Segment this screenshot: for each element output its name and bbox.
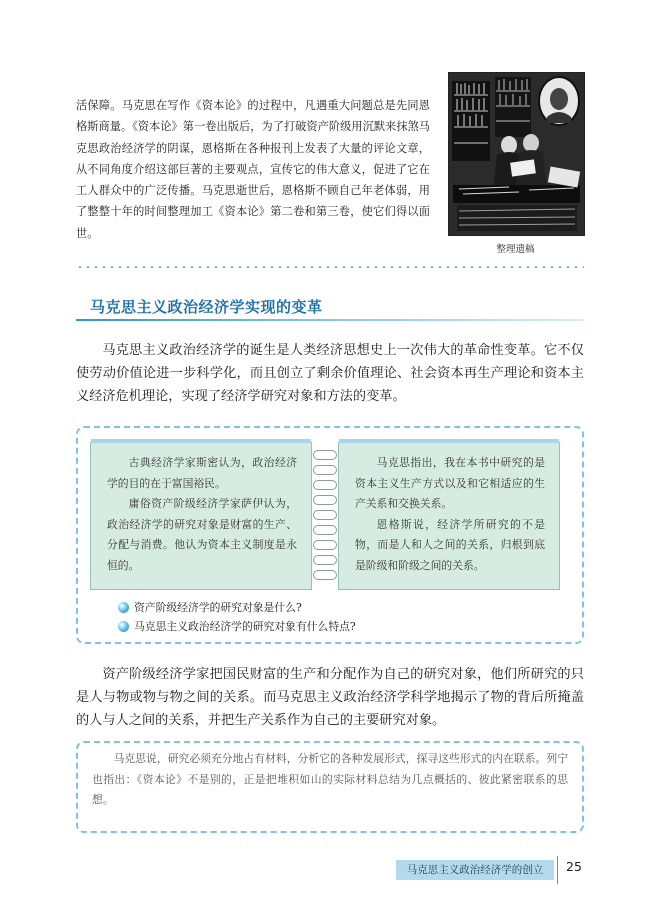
notebook-binding-rings [311, 450, 341, 586]
right-card-paragraph: 恩格斯说，经济学所研究的不是物，而是人和人之间的关系，归根到底是阶级和阶级之间的关系。 [355, 517, 545, 572]
binding-ring [313, 555, 337, 565]
binding-ring [313, 525, 337, 535]
right-card-paragraph: 马克思指出，我在本书中研究的是资本主义生产方式以及和它相适应的生产关系和交换关系。 [355, 456, 545, 510]
binding-ring [313, 450, 337, 460]
left-card-paragraph: 庸俗资产阶级经济学家萨伊认为，政治经济学的研究对象是财富的生产、分配与消费。他认为资本主义制度是永恒的。 [107, 497, 297, 572]
quote-text: 马克思说，研究必须充分地占有材料，分析它的各种发展形式，探寻这些形式的内在联系。列宁也指出：《资本论》不是别的，正是把堆积如山的实际材料总结为几点概括的、彼此紧密联系的思想。 [92, 752, 568, 806]
question-item [118, 598, 558, 617]
footer-chapter-title: 马克思主义政治经济学的创立 [406, 864, 544, 876]
binding-ring [313, 480, 337, 490]
top-paragraph: 活保障。马克思在写作《资本论》的过程中，凡遇重大问题总是先同恩格斯商量。《资本论》第一卷出版后，为了打破资产阶级用沉默来抹煞马克思政治经济学的阴谋，恩格斯在各种报刊上发表了大量的评论文章，从不同角度介绍这部巨著的主要观点，宣传它的伟大意义，促进了它在工人群众中的广泛传播。马克思逝世后，恩格斯不顾自己年老体弱，用了整整十年的时间整理加工《资本论》第二卷和第三卷，使它们得以面世。 [76, 99, 430, 240]
page-number: 25 [566, 859, 582, 874]
bullet-icon [118, 602, 129, 613]
question-text: 马克思主义政治经济学的研究对象有什么特点? [134, 620, 356, 633]
binding-ring [313, 540, 337, 550]
bullet-icon [118, 621, 129, 632]
binding-ring [313, 510, 337, 520]
question-list [118, 598, 558, 636]
binding-ring [313, 570, 337, 580]
binding-ring [313, 495, 337, 505]
woodcut-illustration [448, 72, 585, 236]
question-text: 资产阶级经济学的研究对象是什么? [134, 601, 302, 614]
body-paragraph-1: 马克思主义政治经济学的诞生是人类经济思想史上一次伟大的革命性变革。它不仅使劳动价值论进一步科学化，而且创立了剩余价值理论、社会资本再生产理论和资本主义经济危机理论，实现了经济学研究对象和方法的变革。 [76, 343, 584, 404]
footer-divider [557, 856, 558, 884]
right-quote-card [338, 442, 560, 590]
section-heading [76, 293, 584, 323]
binding-ring [313, 465, 337, 475]
question-item [118, 617, 558, 636]
discussion-box [76, 426, 584, 644]
figure-caption: 整理遗稿 [496, 244, 535, 255]
left-card-paragraph: 古典经济学家斯密认为，政治经济学的目的在于富国裕民。 [107, 456, 297, 490]
section-title-underline [76, 319, 584, 321]
quote-box [76, 741, 584, 833]
section-title: 马克思主义政治经济学实现的变革 [90, 298, 323, 316]
body-paragraph-2: 资产阶级经济学家把国民财富的生产和分配作为自己的研究对象，他们所研究的只是人与物或物与物之间的关系。而马克思主义政治经济学科学地揭示了物的背后所掩盖的人与人之间的关系，并把生产关系作为自己的主要研究对象。 [76, 667, 584, 728]
dotted-separator [76, 266, 584, 268]
left-quote-card [90, 442, 312, 590]
